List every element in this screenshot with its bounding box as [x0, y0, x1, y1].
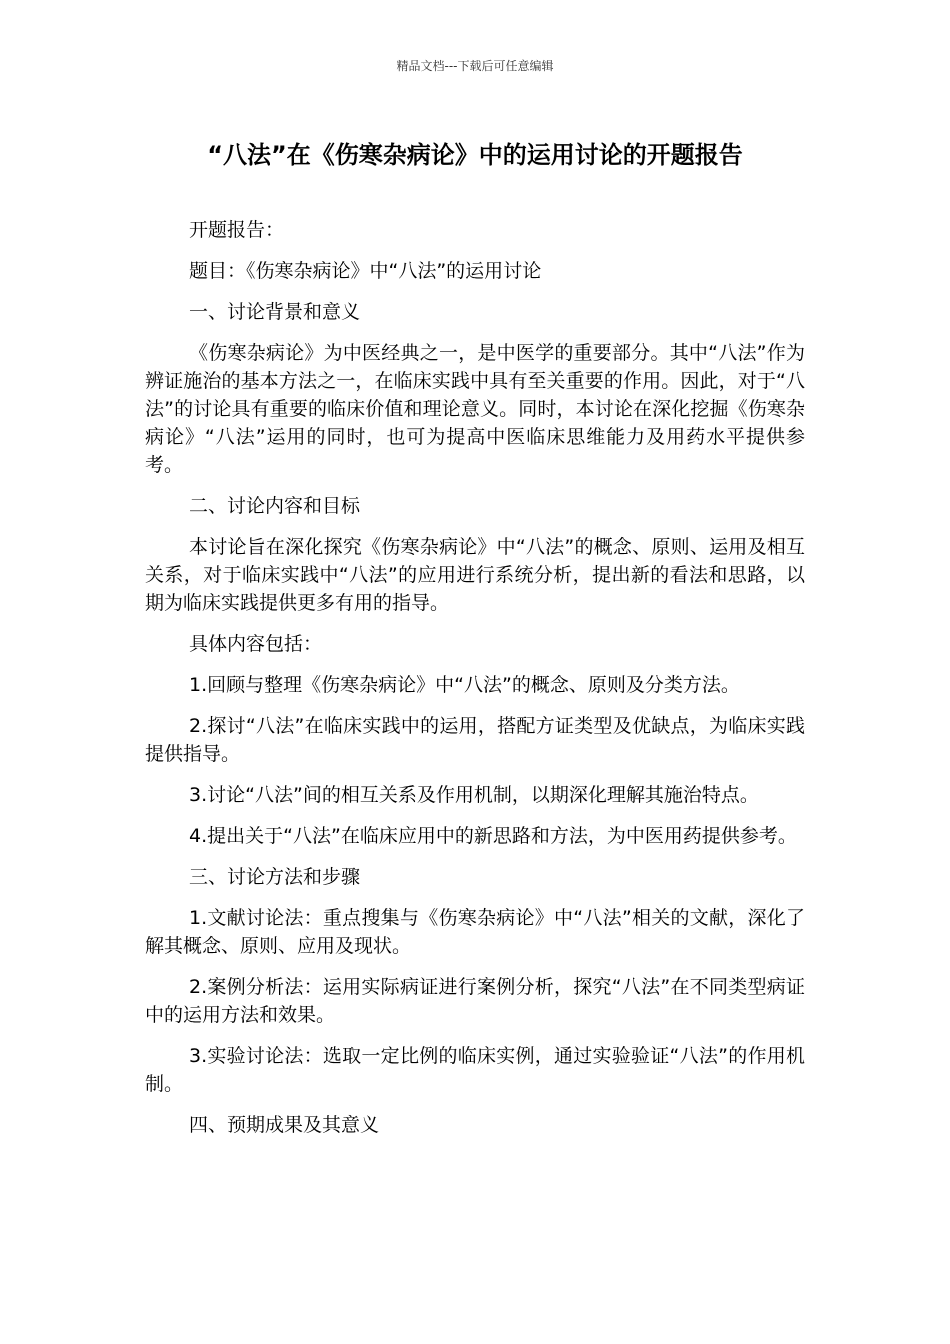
method-item-1: 1.文献讨论法：重点搜集与《伤寒杂病论》中“八法”相关的文献，深化了解其概念、原则、应用及现状。 — [145, 907, 805, 957]
paragraph-background: 《伤寒杂病论》为中医经典之一，是中医学的重要部分。其中“八法”作为辨证施治的基本方法之一，在临床实践中具有至关重要的作用。因此，对于“八法”的讨论具有重要的临床价值和理论意义。同时，本讨论在深化挖掘《伤寒杂病论》“八法”运用的同时，也可为提高中医临床思维能力及用药水平提供参考。 — [145, 342, 805, 476]
section-heading-methods: 三、讨论方法和步骤 — [189, 866, 361, 888]
method-item-3: 3.实验讨论法：选取一定比例的临床实例，通过实验验证“八法”的作用机制。 — [145, 1045, 805, 1095]
document-title: “八法”在《伤寒杂病论》中的运用讨论的开题报告 — [207, 141, 743, 169]
report-label: 开题报告： — [189, 219, 285, 241]
topic-line: 题目：《伤寒杂病论》中“八法”的运用讨论 — [189, 260, 542, 282]
content-item-1: 1.回顾与整理《伤寒杂病论》中“八法”的概念、原则及分类方法。 — [189, 674, 740, 696]
section-heading-outcomes: 四、预期成果及其意义 — [189, 1114, 380, 1136]
paragraph-content: 本讨论旨在深化探究《伤寒杂病论》中“八法”的概念、原则、运用及相互关系，对于临床实践中“八法”的应用进行系统分析，提出新的看法和思路，以期为临床实践提供更多有用的指导。 — [145, 536, 805, 614]
section-heading-content: 二、讨论内容和目标 — [189, 495, 361, 517]
content-list-intro: 具体内容包括： — [189, 633, 323, 655]
content-item-4: 4.提出关于“八法”在临床应用中的新思路和方法，为中医用药提供参考。 — [189, 825, 797, 847]
section-heading-background: 一、讨论背景和意义 — [189, 301, 361, 323]
method-item-2: 2.案例分析法：运用实际病证进行案例分析，探究“八法”在不同类型病证中的运用方法和效果。 — [145, 976, 805, 1026]
content-item-3: 3.讨论“八法”间的相互关系及作用机制，以期深化理解其施治特点。 — [189, 784, 759, 806]
content-item-2: 2.探讨“八法”在临床实践中的运用，搭配方证类型及优缺点，为临床实践提供指导。 — [145, 715, 805, 765]
header-note: 精品文档---下载后可任意编辑 — [396, 59, 554, 73]
document-body — [145, 216, 805, 1152]
